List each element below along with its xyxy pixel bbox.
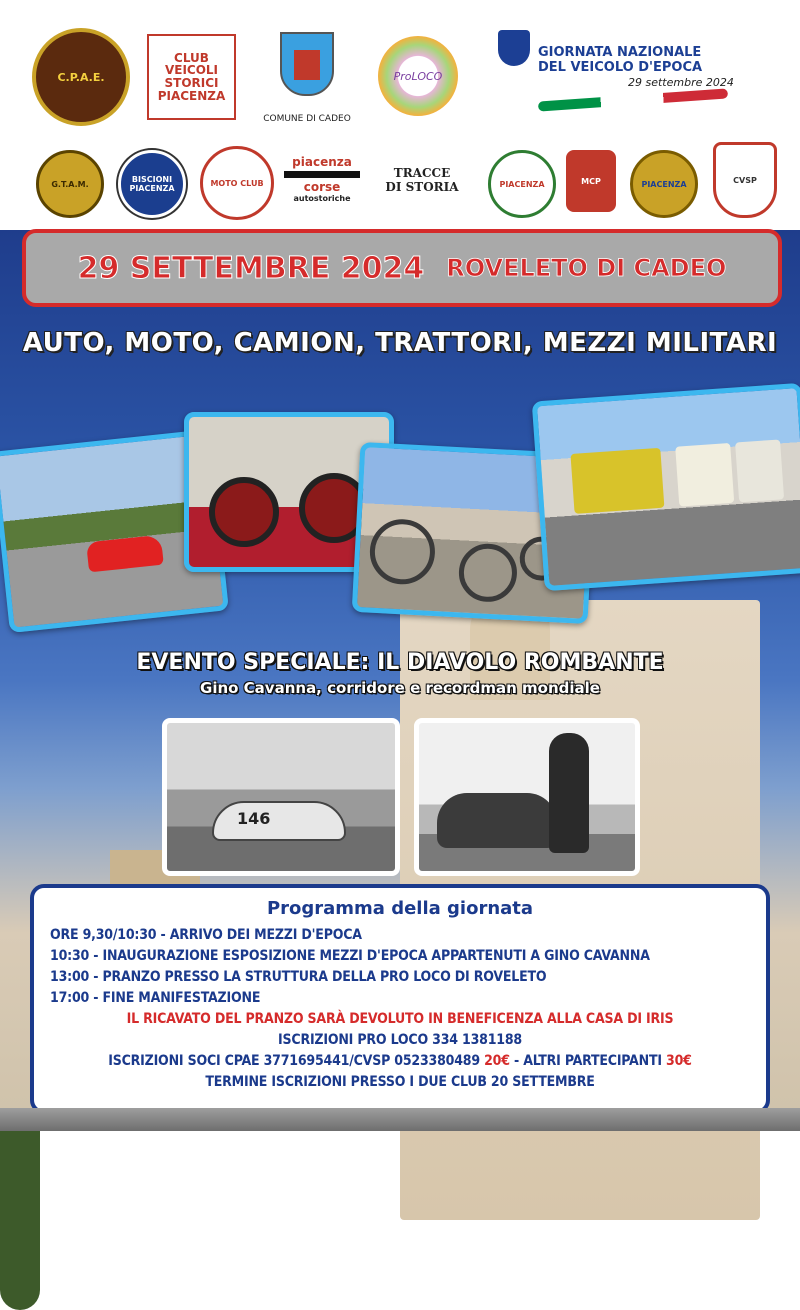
price-altri: 30€ <box>666 1053 692 1069</box>
red-car <box>86 535 164 573</box>
date-banner <box>22 229 782 307</box>
photo-sidecar <box>414 718 640 876</box>
tree <box>0 1110 40 1310</box>
tractor-wheel <box>457 542 518 603</box>
yellow-truck <box>570 448 664 514</box>
giornata-date: 29 settembre 2024 <box>628 75 734 89</box>
program-item: 13:00 - PRANZO PRESSO LA STRUTTURA DELLA PRO LOCO DI ROVELETO <box>50 969 547 985</box>
white-truck <box>675 443 734 507</box>
event-place: ROVELETO DI CADEO <box>446 254 727 282</box>
cvsp-logo: CVSP <box>713 142 777 218</box>
tarquini-logo: PIACENZA <box>488 150 556 218</box>
stripe-icon <box>284 171 360 178</box>
street-strip <box>0 1108 800 1131</box>
tractor-wheel <box>368 518 436 586</box>
event-date: 29 SETTEMBRE 2024 <box>77 250 425 286</box>
giornata-title-1: GIORNATA NAZIONALE <box>538 45 702 61</box>
mcp-logo: MCP <box>566 150 616 212</box>
event-subtitle: Gino Cavanna, corridore e recordman mondiale <box>200 679 600 697</box>
iscrizioni-proloco: ISCRIZIONI PRO LOCO 334 1381188 <box>278 1032 522 1048</box>
giornata-title-2: DEL VEICOLO D'EPOCA <box>538 60 703 75</box>
race-car <box>212 801 346 841</box>
piacenza-club-logo: PIACENZA <box>630 150 698 218</box>
italian-flag-ribbon-icon <box>538 88 728 111</box>
biscioni-logo: BISCIONI PIACENZA <box>118 150 186 218</box>
piacenza-corse-logo: piacenza corse autostoriche <box>282 155 362 203</box>
vintage-motorcycle <box>209 467 359 537</box>
sidecar <box>437 793 557 848</box>
registration-deadline: TERMINE ISCRIZIONI PRESSO I DUE CLUB 20 SETTEMBRE <box>205 1074 595 1090</box>
race-number: 146 <box>237 809 271 828</box>
price-soci: 20€ <box>484 1053 510 1069</box>
coat-of-arms-icon <box>280 32 334 96</box>
charity-note: IL RICAVATO DEL PRANZO SARÀ DEVOLUTO IN BENEFICENZA ALLA CASA DI IRIS <box>126 1011 674 1027</box>
gtam-logo: G.T.A.M. <box>36 150 104 218</box>
asi-badge-icon <box>498 30 530 66</box>
cpae-logo: C.P.A.E. <box>32 28 130 126</box>
club-veicoli-storici-logo: CLUB VEICOLI STORICI PIACENZA <box>147 34 236 120</box>
vehicle-categories: AUTO, MOTO, CAMION, TRATTORI, MEZZI MILITARI <box>22 328 778 358</box>
photo-trucks <box>532 383 800 591</box>
photo-race-car <box>162 718 400 876</box>
tracce-di-storia-logo: TRACCE DI STORIA <box>385 165 459 194</box>
special-event <box>0 650 800 697</box>
program-item: ORE 9,30/10:30 - ARRIVO DEI MEZZI D'EPOCA <box>50 927 362 943</box>
moto-wheel <box>209 477 279 547</box>
giornata-nazionale-logo <box>498 28 738 123</box>
program-box <box>30 884 770 1114</box>
comune-caption: COMUNE DI CADEO <box>263 114 351 124</box>
program-item: 10:30 - INAUGURAZIONE ESPOSIZIONE MEZZI D'EPOCA APPARTENUTI A GINO CAVANNA <box>50 948 650 964</box>
proloco-logo: ProLOCO <box>378 36 458 116</box>
white-truck <box>735 439 784 502</box>
rider <box>549 733 589 853</box>
program-title: Programma della giornata <box>266 898 534 919</box>
program-item: 17:00 - FINE MANIFESTAZIONE <box>50 990 261 1006</box>
motoclub-logo: MOTO CLUB <box>200 146 274 220</box>
comune-di-cadeo-logo <box>262 18 352 133</box>
iscrizioni-soci: ISCRIZIONI SOCI CPAE 3771695441/CVSP 0523380489 20€ - ALTRI PARTECIPANTI 30€ <box>108 1053 692 1069</box>
event-title: EVENTO SPECIALE: IL DIAVOLO ROMBANTE <box>136 650 664 675</box>
